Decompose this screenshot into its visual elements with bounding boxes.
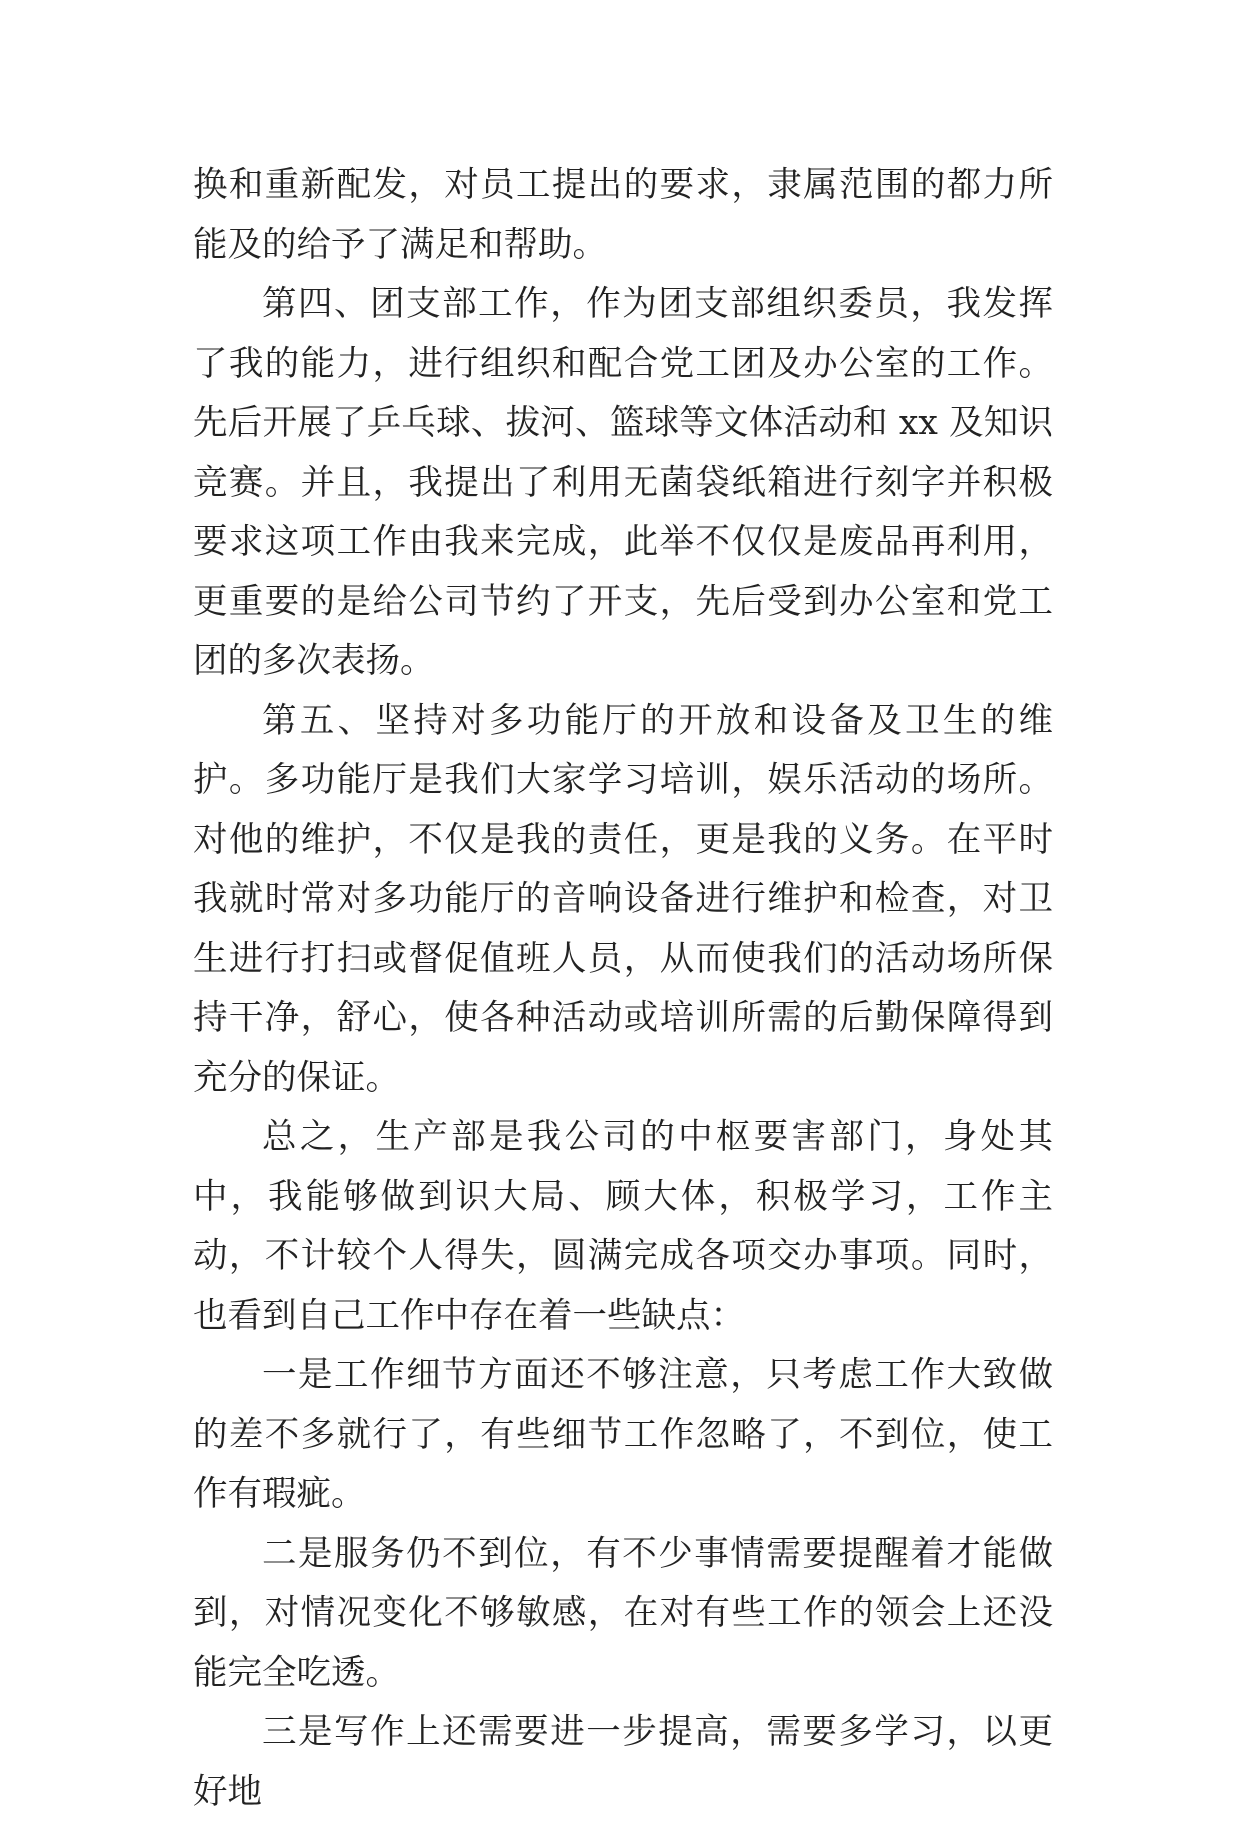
document-body xyxy=(193,156,1053,1822)
paragraph-shortcoming-1: 一是工作细节方面还不够注意，只考虑工作大致做的差不多就行了，有些细节工作忽略了，不到位，使工作有瑕疵。 xyxy=(193,1355,1053,1514)
paragraph-shortcoming-3: 三是写作上还需要进一步提高，需要多学习，以更好地 xyxy=(193,1712,1053,1812)
paragraph-multifunction-hall: 第五、坚持对多功能厅的开放和设备及卫生的维护。多功能厅是我们大家学习培训，娱乐活动的场所。对他的维护，不仅是我的责任，更是我的义务。在平时我就时常对多功能厅的音响设备进行维护和检查，对卫生进行打扫或督促值班人员，从而使我们的活动场所保持干净，舒心，使各种活动或培训所需的后勤保障得到充分的保证。 xyxy=(193,700,1053,1098)
paragraph-continuation: 换和重新配发，对员工提出的要求，隶属范围的都力所能及的给予了满足和帮助。 xyxy=(193,165,1053,265)
paragraph-league-branch-work: 第四、团支部工作，作为团支部组织委员，我发挥了我的能力，进行组织和配合党工团及办公室的工作。先后开展了乒乓球、拔河、篮球等文体活动和 xx 及知识竞赛。并且，我提出了利用无菌袋纸箱进行刻字并积极要求这项工作由我来完成，此举不仅仅是废品再利用，更重要的是给公司节约了开支，先后受到办公室和党工团的多次表扬。 xyxy=(193,284,1053,681)
paragraph-shortcoming-2: 二是服务仍不到位，有不少事情需要提醒着才能做到，对情况变化不够敏感，在对有些工作的领会上还没能完全吃透。 xyxy=(193,1533,1053,1693)
paragraph-summary: 总之，生产部是我公司的中枢要害部门，身处其中，我能够做到识大局、顾大体，积极学习，工作主动，不计较个人得失，圆满完成各项交办事项。同时，也看到自己工作中存在着一些缺点： xyxy=(193,1117,1053,1336)
